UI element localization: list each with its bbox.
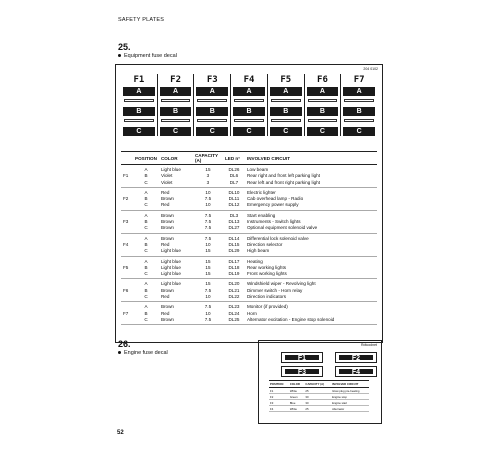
- fuse-cell: [121, 302, 133, 311]
- page-header: SAFETY PLATES: [118, 17, 165, 23]
- table-cell: Start enabling: [246, 212, 276, 218]
- table-cell: B: [144, 219, 148, 225]
- fuse-row-letter: A: [123, 87, 155, 96]
- fuse-cell: [121, 233, 133, 242]
- fuse-row-letter: A: [233, 87, 265, 96]
- table-cell: DL15: [228, 241, 240, 247]
- engine-fuse-table: [269, 380, 369, 412]
- engine-fuse-f3: [281, 366, 323, 377]
- fuse-row-letter: B: [233, 107, 265, 116]
- fuse-cell: F5: [123, 264, 129, 270]
- table-cell: A: [144, 212, 148, 218]
- table-cell: DL19: [223, 271, 245, 279]
- table-cell: Differential lock solenoid valve: [246, 235, 309, 241]
- engine-fuse-label: F3: [285, 369, 319, 374]
- fuse-label: F5: [280, 75, 292, 85]
- table-cell: C: [133, 271, 159, 279]
- table-cell: 15: [205, 258, 211, 264]
- table-cell: Engine stop: [331, 394, 369, 400]
- table-cell: Brown: [160, 235, 174, 241]
- table-cell: 10: [193, 294, 223, 302]
- table-cell: DL14: [228, 235, 240, 241]
- table-cell: Direction indicators: [245, 294, 377, 302]
- table-header: COLOR: [289, 381, 305, 388]
- table-cell: 7.5: [193, 225, 223, 233]
- section-26-subtitle-text: Engine fuse decal: [124, 350, 168, 356]
- table-header: CAPACITY (A): [304, 381, 331, 388]
- table-cell: 10: [205, 189, 211, 195]
- equipment-fuse-table: [121, 151, 377, 325]
- section-25-number: 25.: [118, 42, 131, 52]
- decal-code: Rdtcodnet: [361, 343, 377, 347]
- table-cell: 3: [193, 180, 223, 188]
- table-cell: A: [144, 167, 148, 172]
- table-cell: DL12: [223, 202, 245, 210]
- fuse-slot: [308, 99, 338, 102]
- fuse-row-letter: B: [196, 107, 228, 116]
- table-cell: C: [133, 202, 159, 210]
- table-cell: DL13: [228, 219, 240, 225]
- table-cell: 7.5: [193, 317, 223, 325]
- table-cell: Horn: [246, 310, 257, 316]
- fuse-row-letter: B: [160, 107, 192, 116]
- table-cell: 25: [304, 388, 331, 394]
- table-cell: Windshield wiper - Revolving light: [246, 281, 316, 287]
- table-cell: Rear left and front right parking light: [245, 180, 377, 188]
- table-header: COLOR: [159, 152, 193, 165]
- fuse-row-letter: C: [233, 127, 265, 136]
- fuse-cell: F4: [123, 241, 129, 247]
- table-cell: 15: [205, 167, 211, 172]
- table-cell: DL26: [228, 167, 240, 172]
- fuse-column-f7: [340, 74, 377, 136]
- engine-fuse-label: F2: [339, 355, 373, 360]
- table-row: [121, 248, 377, 256]
- table-cell: Electric lighter: [246, 189, 276, 195]
- bullet-icon: [118, 54, 121, 57]
- table-row: [121, 165, 377, 174]
- table-header: INVOLVED CIRCUIT: [331, 381, 369, 388]
- table-cell: Rear right and front left parking light: [246, 173, 320, 179]
- table-cell: A: [144, 281, 148, 287]
- table-row: [121, 271, 377, 279]
- table-header: POSITION: [269, 381, 289, 388]
- fuse-slot: [308, 119, 338, 122]
- table-cell: Blue: [289, 400, 305, 406]
- table-cell: 30: [304, 394, 331, 400]
- table-header: INVOLVED CIRCUIT: [245, 152, 377, 165]
- fuse-cell: [121, 165, 133, 174]
- fuse-cell: [121, 271, 133, 279]
- fuse-row-letter: C: [196, 127, 228, 136]
- fuse-slot: [161, 99, 191, 102]
- table-cell: DL29: [223, 248, 245, 256]
- table-cell: B: [144, 196, 148, 202]
- table-cell: DL18: [228, 264, 240, 270]
- table-cell: A: [144, 189, 148, 195]
- table-cell: Instruments - Switch lights: [246, 219, 301, 225]
- fuse-label: F3: [206, 75, 218, 85]
- equipment-fuse-decal: [115, 64, 383, 343]
- table-row: [121, 317, 377, 325]
- fuse-cell: F3: [123, 219, 129, 225]
- table-cell: 25: [304, 406, 331, 412]
- fuse-cell: [121, 180, 133, 188]
- fuse-slot: [124, 119, 154, 122]
- table-cell: A: [144, 235, 148, 241]
- table-row: [121, 180, 377, 188]
- table-header: [121, 152, 133, 165]
- table-cell: High beam: [245, 248, 377, 256]
- engine-fuse-f2: [335, 352, 377, 363]
- table-cell: DL11: [228, 196, 240, 202]
- section-26-number: 26.: [118, 339, 131, 349]
- table-cell: 30: [304, 400, 331, 406]
- fuse-row-letter: A: [343, 87, 375, 96]
- table-cell: Red: [160, 310, 170, 316]
- table-cell: 7.5: [204, 235, 212, 241]
- table-cell: A: [144, 304, 148, 310]
- table-cell: Low beam: [246, 167, 269, 172]
- table-cell: Front working lights: [245, 271, 377, 279]
- fuse-cell: F7: [123, 310, 129, 316]
- section-26-subtitle: [118, 350, 168, 356]
- table-cell: 7.5: [204, 196, 212, 202]
- table-cell: F3: [269, 400, 289, 406]
- fuse-slot: [197, 99, 227, 102]
- fuse-cell: [121, 294, 133, 302]
- table-cell: DL25: [223, 317, 245, 325]
- table-row: [269, 406, 369, 412]
- table-cell: C: [133, 248, 159, 256]
- table-cell: 7.5: [204, 219, 212, 225]
- table-cell: DL10: [228, 189, 240, 195]
- fuse-block: [121, 74, 377, 136]
- table-cell: DL24: [228, 310, 240, 316]
- table-cell: Red: [160, 241, 170, 247]
- table-cell: F4: [269, 406, 289, 412]
- table-cell: 15: [193, 248, 223, 256]
- table-cell: Violet: [160, 173, 173, 179]
- table-row: [121, 256, 377, 265]
- table-cell: 10: [205, 310, 211, 316]
- table-cell: Light blue: [159, 248, 193, 256]
- fuse-slot: [344, 119, 374, 122]
- table-cell: Green: [289, 394, 305, 400]
- table-cell: F1: [269, 388, 289, 394]
- engine-fuse-f4: [335, 366, 377, 377]
- table-cell: A: [144, 258, 148, 264]
- table-cell: B: [144, 173, 148, 179]
- table-cell: 7.5: [204, 304, 212, 310]
- table-cell: B: [144, 264, 148, 270]
- table-cell: White: [289, 388, 305, 394]
- table-cell: Emergency power supply: [245, 202, 377, 210]
- table-row: [121, 294, 377, 302]
- fuse-row-letter: B: [343, 107, 375, 116]
- table-cell: Direction selector: [246, 241, 283, 247]
- fuse-label: F7: [353, 75, 365, 85]
- table-header: LED n°: [223, 152, 245, 165]
- fuse-slot: [271, 119, 301, 122]
- table-cell: DL6: [229, 173, 239, 179]
- table-cell: Glow plug pre-heating: [331, 388, 369, 394]
- table-cell: DL21: [228, 287, 240, 293]
- table-cell: B: [144, 287, 148, 293]
- table-row: [121, 233, 377, 242]
- fuse-row-letter: A: [307, 87, 339, 96]
- table-cell: C: [133, 225, 159, 233]
- fuse-slot: [271, 99, 301, 102]
- table-cell: DL23: [228, 304, 240, 310]
- table-cell: Brown: [159, 225, 193, 233]
- table-row: [121, 225, 377, 233]
- bullet-icon: [118, 351, 121, 354]
- fuse-cell: F2: [123, 196, 129, 202]
- fuse-row-letter: C: [270, 127, 302, 136]
- fuse-slot: [124, 99, 154, 102]
- table-cell: 10: [193, 202, 223, 210]
- fuse-column-f5: [267, 74, 304, 136]
- table-cell: 15: [205, 264, 211, 270]
- section-25-subtitle: [118, 53, 177, 59]
- fuse-column-f2: [157, 74, 194, 136]
- fuse-slot: [234, 99, 264, 102]
- table-cell: White: [289, 406, 305, 412]
- fuse-row-letter: A: [160, 87, 192, 96]
- table-cell: 7.5: [204, 212, 212, 218]
- table-cell: Light blue: [159, 271, 193, 279]
- table-cell: Dimmer switch - Horn relay: [246, 287, 303, 293]
- table-cell: 15: [193, 271, 223, 279]
- fuse-slot: [197, 119, 227, 122]
- fuse-slot: [234, 119, 264, 122]
- table-cell: B: [144, 310, 148, 316]
- table-cell: DL3: [229, 212, 239, 218]
- table-cell: DL27: [223, 225, 245, 233]
- table-cell: Brown: [160, 196, 174, 202]
- engine-fuse-label: F4: [339, 369, 373, 374]
- table-row: [121, 187, 377, 196]
- table-cell: Light blue: [160, 258, 181, 264]
- table-row: [121, 302, 377, 311]
- table-cell: Violet: [159, 180, 193, 188]
- table-cell: Light blue: [160, 167, 181, 172]
- fuse-column-f6: [304, 74, 341, 136]
- decal-code: 204 0102: [363, 67, 378, 71]
- fuse-row-letter: B: [270, 107, 302, 116]
- table-row: [121, 279, 377, 288]
- table-row: [121, 210, 377, 219]
- table-cell: 3: [206, 173, 210, 179]
- fuse-row-letter: C: [160, 127, 192, 136]
- fuse-cell: [121, 187, 133, 196]
- table-cell: Red: [160, 189, 170, 195]
- fuse-column-f4: [230, 74, 267, 136]
- table-cell: Brown: [160, 219, 174, 225]
- fuse-column-f3: [193, 74, 230, 136]
- table-cell: Brown: [160, 304, 174, 310]
- table-cell: F2: [269, 394, 289, 400]
- page-number: 52: [117, 430, 124, 436]
- table-cell: Alternator: [331, 406, 369, 412]
- engine-fuse-decal: [258, 340, 382, 424]
- fuse-label: F1: [133, 75, 145, 85]
- engine-fuse-label: F1: [285, 355, 319, 360]
- table-cell: Heating: [246, 258, 263, 264]
- section-25-subtitle-text: Equipment fuse decal: [124, 53, 177, 59]
- fuse-label: F6: [317, 75, 328, 85]
- engine-fuse-f1: [281, 352, 323, 363]
- fuse-row-letter: C: [343, 127, 375, 136]
- table-header: CAPACITY (A): [193, 152, 223, 165]
- table-cell: C: [133, 180, 159, 188]
- table-row: [121, 202, 377, 210]
- table-cell: Monitor (if provided): [246, 304, 288, 310]
- fuse-row-letter: C: [307, 127, 339, 136]
- fuse-cell: [121, 317, 133, 325]
- table-cell: Red: [159, 294, 193, 302]
- fuse-cell: [121, 248, 133, 256]
- table-cell: Brown: [160, 212, 174, 218]
- fuse-label: F2: [170, 75, 181, 85]
- table-cell: 10: [205, 241, 211, 247]
- fuse-cell: [121, 279, 133, 288]
- fuse-row-letter: A: [270, 87, 302, 96]
- fuse-cell: F1: [123, 173, 129, 179]
- table-cell: C: [133, 317, 159, 325]
- table-cell: DL20: [228, 281, 240, 287]
- fuse-cell: [121, 210, 133, 219]
- table-cell: Optional equipment solenoid valve: [245, 225, 377, 233]
- table-cell: DL7: [223, 180, 245, 188]
- table-cell: Light blue: [160, 264, 181, 270]
- table-cell: DL17: [228, 258, 240, 264]
- table-cell: Brown: [160, 287, 174, 293]
- table-cell: Rear working lights: [246, 264, 287, 270]
- table-cell: Red: [159, 202, 193, 210]
- fuse-cell: [121, 256, 133, 265]
- table-cell: C: [133, 294, 159, 302]
- fuse-cell: F6: [123, 287, 129, 293]
- table-cell: B: [144, 241, 148, 247]
- table-cell: Light blue: [160, 281, 181, 287]
- table-cell: 7.5: [204, 287, 212, 293]
- table-cell: Cab overhead lamp - Radio: [246, 196, 304, 202]
- table-cell: 15: [205, 281, 211, 287]
- fuse-slot: [344, 99, 374, 102]
- table-cell: Brown: [159, 317, 193, 325]
- table-header: POSITION: [133, 152, 159, 165]
- table-cell: DL22: [223, 294, 245, 302]
- table-cell: Alternator excitation - Engine stop solenoid: [245, 317, 377, 325]
- fuse-column-f1: [121, 74, 157, 136]
- table-cell: Engine start: [331, 400, 369, 406]
- fuse-row-letter: A: [196, 87, 228, 96]
- fuse-row-letter: B: [307, 107, 339, 116]
- fuse-row-letter: B: [123, 107, 155, 116]
- fuse-cell: [121, 202, 133, 210]
- fuse-slot: [161, 119, 191, 122]
- fuse-cell: [121, 225, 133, 233]
- fuse-row-letter: C: [123, 127, 155, 136]
- fuse-label: F4: [243, 75, 255, 85]
